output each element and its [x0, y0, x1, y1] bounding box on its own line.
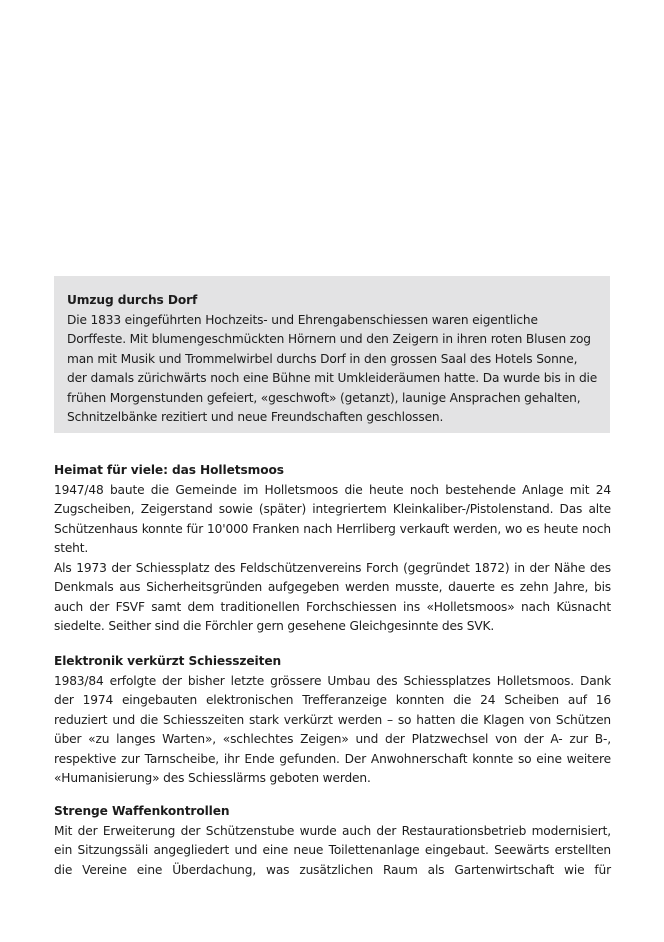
- section-holletsmoos: [54, 461, 611, 637]
- section-elektronik: [54, 652, 611, 789]
- section-heading: Elektronik verkürzt Schiesszeiten: [54, 654, 282, 668]
- section-paragraph: Als 1973 der Schiessplatz des Feldschützenvereins Forch (gegründet 1872) in der Nähe des Denkmals aus Sicherheitsgründen aufgegeben werden musste, dauerte es zehn Jahre, bis auch der FSVF samt dem traditionellen Forchschiessen ins «Holletsmoos» nach Küsnacht siedelte. Seither sind die Förchler gern gesehene Gleichgesinnte des SVK.: [54, 560, 611, 633]
- box-text: Die 1833 eingeführten Hochzeits- und Ehrengabenschiessen waren eigentliche Dorffeste. Mit blumengeschmückten Hörnern und den Zeigern in ihren roten Blusen zog man mit Musik und Trommelwirbel durchs Dorf in den grossen Saal des Hotels Sonne, der damals zürichwärts noch eine Bühne mit Umkleideräumen hatte. Da wurde bis in die frühen Morgenstunden gefeiert, «geschwoft» (getanzt), launige Ansprachen gehalten, Schnitzelbänke rezitiert und neue Freundschaften geschlossen.: [67, 312, 598, 424]
- section-paragraph: 1947/48 baute die Gemeinde im Holletsmoos die heute noch bestehende Anlage mit 24 Zugscheiben, Zeigerstand sowie (später) integriertem Kleinkaliber-/Pistolenstand. Das alte Schützenhaus konnte für 10'000 Franken nach Herrliberg verkauft werden, wo es heute noch steht.: [54, 482, 611, 555]
- box-heading: Umzug durchs Dorf: [67, 293, 198, 307]
- section-waffenkontrollen: [54, 802, 611, 880]
- section-paragraph: Mit der Erweiterung der Schützenstube wurde auch der Restaurationsbetrieb modernisiert, ein Sitzungssäli angegliedert und eine neue Toilettenanlage eingebaut. Seewärts erstellten die Vereine eine Überdachung, was zusätzlichen Raum als Gartenwirtschaft wie für: [54, 823, 611, 877]
- section-heading: Heimat für viele: das Holletsmoos: [54, 463, 284, 477]
- info-box-umzug: [54, 276, 610, 433]
- section-paragraph: 1983/84 erfolgte der bisher letzte grössere Umbau des Schiessplatzes Holletsmoos. Dank der 1974 eingebauten elektronischen Trefferanzeige konnten die 24 Scheiben auf 16 reduziert und die Schiesszeiten stark verkürzt werden – so hatten die Klagen von Schützen über «zu langes Warten», «schlechtes Zeigen» und der Platzwechsel von der A- zur B-, respektive zur Tarnscheibe, ihr Ende gefunden. Der Anwohnerschaft konnte so eine weitere «Humanisierung» des Schiesslärms geboten werden.: [54, 673, 611, 785]
- section-heading: Strenge Waffenkontrollen: [54, 804, 230, 818]
